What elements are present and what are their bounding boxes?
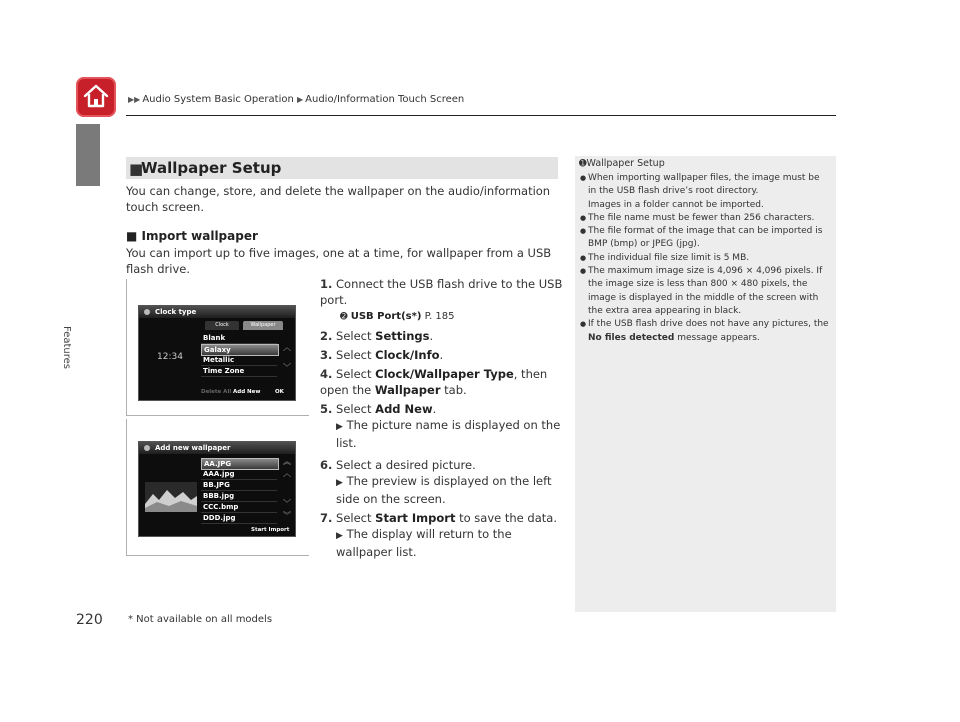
breadcrumb-link-audio-basic[interactable]: Audio System Basic Operation [142, 94, 294, 105]
step-6 [320, 457, 566, 507]
step-number: 2. [320, 329, 333, 343]
result-arrow-icon: ▶ [336, 422, 343, 432]
screen-title: Clock type [139, 306, 295, 318]
note-bullet [580, 318, 830, 345]
delete-all-button[interactable]: Delete All [201, 389, 232, 395]
list-item[interactable]: CCC.bmp [201, 502, 277, 513]
import-heading-text: Import wallpaper [141, 229, 258, 243]
screen-add-new-wallpaper [138, 441, 296, 537]
cross-reference[interactable] [320, 309, 566, 325]
note-bullet: ● The maximum image size is 4,096 × 4,096 pixels. If the image size is less than 800 × 480 pixels, the image is displayed in the middle of the screen with the extra area appearing in black. [580, 265, 830, 318]
step-number: 7. [320, 511, 333, 525]
step-result [320, 417, 566, 451]
note-bullet-continuation: Images in a folder cannot be imported. [588, 199, 764, 210]
step-text: Select [336, 511, 376, 525]
step-5 [320, 401, 566, 451]
list-item[interactable]: AAA.jpg [201, 469, 277, 480]
step-bold: Wallpaper [374, 383, 441, 397]
page-number: 220 [76, 612, 103, 628]
section-title-bar [126, 157, 558, 179]
screen-clock-type [138, 305, 296, 401]
result-text: The preview is displayed on the left side on the screen. [336, 474, 552, 506]
scroll-up-icon[interactable]: ︿ [283, 343, 291, 352]
square-bullet-icon: ■ [129, 160, 144, 178]
note-heading [579, 158, 665, 169]
reference-arrow-icon: ➋ [340, 312, 348, 322]
steps-list [320, 276, 566, 563]
triangle-right-icon: ▶ [297, 95, 304, 104]
add-new-button[interactable]: Add New [233, 389, 261, 395]
wallpaper-preview [145, 482, 197, 512]
step-number: 1. [320, 277, 333, 291]
note-bold: No files detected [588, 332, 675, 343]
scroll-down-icon[interactable]: ﹀ [283, 363, 291, 372]
step-bold: Settings [375, 329, 430, 343]
breadcrumb [128, 94, 464, 105]
screen-title: Add new wallpaper [139, 442, 295, 454]
screenshot-clock-type [126, 279, 309, 416]
step-result [320, 473, 566, 507]
section-title: Wallpaper Setup [141, 159, 282, 177]
screenshot-add-new-wallpaper [126, 419, 309, 556]
import-text: You can import up to five images, one at a time, for wallpaper from a USB flash drive. [126, 246, 552, 276]
result-arrow-icon: ▶ [336, 531, 343, 541]
note-bullet: ● When importing wallpaper files, the image must be in the USB flash drive’s root directory. [580, 172, 830, 199]
step-3 [320, 347, 566, 363]
step-4 [320, 366, 566, 398]
note-heading-text: Wallpaper Setup [586, 158, 665, 169]
note-icon: ➊ [579, 159, 587, 169]
list-item[interactable]: Metallic [201, 355, 277, 366]
step-result [320, 526, 566, 560]
section-tab-marker [76, 124, 100, 186]
list-item[interactable]: Time Zone [201, 366, 277, 377]
tab-wallpaper[interactable]: Wallpaper [243, 321, 283, 330]
step-text: Select [336, 402, 376, 416]
tab-clock[interactable]: Clock [205, 321, 239, 330]
step-number: 3. [320, 348, 333, 362]
header-divider [126, 115, 836, 116]
list-item[interactable]: BB.JPG [201, 480, 277, 491]
step-text: Select [336, 329, 376, 343]
list-item-selected[interactable]: Galaxy [201, 344, 279, 356]
note-text: message appears. [674, 332, 760, 343]
clock-preview: 12:34 [157, 352, 183, 362]
step-text: , then open the [320, 367, 548, 397]
list-item[interactable]: BBB.jpg [201, 491, 277, 502]
scroll-up-icon[interactable]: ︿ [283, 469, 291, 478]
step-text: Select a desired picture. [336, 458, 476, 472]
step-text: Select [336, 367, 376, 381]
section-tab-label: Features [61, 326, 72, 369]
step-number: 5. [320, 402, 333, 416]
step-number: 6. [320, 458, 333, 472]
note-bullet: ● The individual file size limit is 5 MB. [580, 252, 830, 265]
triangle-right-icon: ▶▶ [128, 95, 141, 104]
scroll-down-icon[interactable]: ﹀ [283, 499, 291, 508]
footnote: * Not available on all models [128, 614, 273, 625]
page-up-icon[interactable]: ︽ [283, 457, 291, 466]
list-item[interactable]: DDD.jpg [201, 513, 277, 524]
step-text: . [439, 348, 444, 362]
reference-label: USB Port(s*) [350, 311, 422, 322]
step-number: 4. [320, 367, 333, 381]
note-bullet: ● The file format of the image that can be imported is BMP (bmp) or JPEG (jpg). [580, 225, 830, 252]
step-text: Connect the USB flash drive to the USB port. [320, 277, 563, 307]
step-7 [320, 510, 566, 560]
breadcrumb-link-touch-screen[interactable]: Audio/Information Touch Screen [305, 94, 465, 105]
list-item-selected[interactable]: AA.JPG [201, 458, 279, 470]
step-text: Select [336, 348, 376, 362]
note-text: If the USB flash drive does not have any pictures, the [588, 319, 829, 330]
step-text: . [432, 402, 437, 416]
result-text: The picture name is displayed on the list. [336, 418, 561, 450]
step-bold: Clock/Wallpaper Type [375, 367, 514, 381]
import-heading: ■ Import wallpaper [126, 229, 258, 243]
step-1 [320, 276, 566, 325]
step-bold: Add New [375, 402, 433, 416]
home-button[interactable] [76, 77, 116, 117]
step-text: . [429, 329, 434, 343]
step-text: to save the data. [455, 511, 557, 525]
reference-page: P. 185 [424, 311, 455, 322]
ok-button[interactable]: OK [275, 389, 284, 395]
step-2 [320, 328, 566, 344]
step-bold: Start Import [375, 511, 456, 525]
intro-text: You can change, store, and delete the wallpaper on the audio/information touch screen. [126, 184, 551, 214]
step-text: tab. [440, 383, 467, 397]
start-import-button[interactable]: Start Import [251, 527, 290, 533]
step-bold: Clock/Info [375, 348, 440, 362]
page-down-icon[interactable]: ︾ [283, 511, 291, 520]
note-bullet: ● The file name must be fewer than 256 characters. [580, 212, 830, 225]
note-list [580, 172, 830, 345]
result-text: The display will return to the wallpaper list. [336, 527, 512, 559]
home-icon [82, 82, 110, 110]
list-item[interactable]: Blank [201, 333, 277, 344]
result-arrow-icon: ▶ [336, 478, 343, 488]
